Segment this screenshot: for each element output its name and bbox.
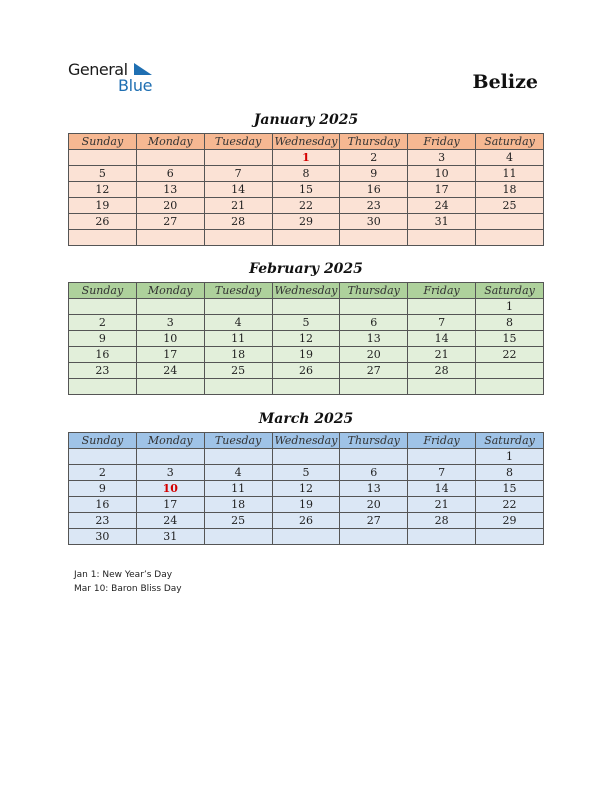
day-cell: 10 (408, 166, 476, 182)
empty-day-cell (204, 230, 272, 246)
holiday-notes (74, 568, 182, 596)
week-row (69, 182, 544, 198)
week-row (69, 214, 544, 230)
day-cell: 17 (136, 347, 204, 363)
day-cell: 28 (408, 513, 476, 529)
day-cell: 22 (476, 347, 544, 363)
day-cell: 31 (136, 529, 204, 545)
day-cell: 13 (340, 331, 408, 347)
day-cell: 8 (476, 315, 544, 331)
day-cell: 28 (204, 214, 272, 230)
day-cell: 19 (272, 347, 340, 363)
day-cell: 25 (204, 363, 272, 379)
day-cell: 4 (476, 150, 544, 166)
month-title-january: January 2025 (253, 112, 359, 128)
day-cell: 9 (340, 166, 408, 182)
day-cell: 6 (340, 315, 408, 331)
day-cell: 13 (136, 182, 204, 198)
day-cell: 7 (204, 166, 272, 182)
day-cell: 3 (136, 315, 204, 331)
day-cell: 22 (476, 497, 544, 513)
day-cell: 1 (476, 449, 544, 465)
empty-day-cell (408, 299, 476, 315)
day-cell: 3 (136, 465, 204, 481)
logo-text-general: General (68, 60, 128, 79)
day-cell: 13 (340, 481, 408, 497)
weekday-header: Friday (408, 283, 476, 299)
weekday-header: Thursday (340, 134, 408, 150)
week-row (69, 497, 544, 513)
weekday-header: Tuesday (204, 433, 272, 449)
day-cell: 17 (136, 497, 204, 513)
week-row (69, 513, 544, 529)
day-cell: 19 (69, 198, 137, 214)
day-cell: 23 (69, 363, 137, 379)
empty-day-cell (136, 379, 204, 395)
day-cell: 16 (69, 347, 137, 363)
day-cell: 18 (204, 497, 272, 513)
month-title-february: February 2025 (249, 261, 363, 277)
day-cell: 27 (340, 513, 408, 529)
day-cell: 16 (340, 182, 408, 198)
day-cell: 10 (136, 481, 204, 497)
week-row (69, 315, 544, 331)
day-cell: 9 (69, 331, 137, 347)
week-row (69, 198, 544, 214)
day-cell: 10 (136, 331, 204, 347)
empty-day-cell (408, 230, 476, 246)
weekday-header: Saturday (476, 433, 544, 449)
day-cell: 31 (408, 214, 476, 230)
weekday-header-row (69, 283, 544, 299)
day-cell: 20 (340, 497, 408, 513)
weekday-header: Thursday (340, 283, 408, 299)
day-cell: 5 (272, 315, 340, 331)
weekday-header: Sunday (69, 134, 137, 150)
empty-day-cell (476, 230, 544, 246)
day-cell: 30 (69, 529, 137, 545)
day-cell: 4 (204, 315, 272, 331)
empty-day-cell (340, 299, 408, 315)
day-cell: 11 (204, 331, 272, 347)
empty-day-cell (69, 379, 137, 395)
weekday-header: Saturday (476, 283, 544, 299)
day-cell: 21 (204, 198, 272, 214)
day-cell: 20 (340, 347, 408, 363)
empty-day-cell (69, 230, 137, 246)
week-row (69, 150, 544, 166)
calendar-january (68, 133, 544, 246)
day-cell: 1 (476, 299, 544, 315)
week-row (69, 347, 544, 363)
day-cell: 15 (476, 331, 544, 347)
empty-day-cell (272, 299, 340, 315)
day-cell: 2 (69, 465, 137, 481)
day-cell: 24 (136, 513, 204, 529)
day-cell: 30 (340, 214, 408, 230)
empty-day-cell (272, 230, 340, 246)
empty-day-cell (136, 150, 204, 166)
day-cell: 23 (340, 198, 408, 214)
logo-flag-icon (134, 63, 154, 77)
empty-day-cell (476, 379, 544, 395)
weekday-header: Sunday (69, 433, 137, 449)
weekday-header: Tuesday (204, 283, 272, 299)
empty-day-cell (340, 449, 408, 465)
day-cell: 16 (69, 497, 137, 513)
day-cell: 6 (136, 166, 204, 182)
empty-day-cell (476, 529, 544, 545)
day-cell: 26 (272, 513, 340, 529)
day-cell: 2 (69, 315, 137, 331)
weekday-header: Wednesday (272, 433, 340, 449)
day-cell: 18 (476, 182, 544, 198)
weekday-header: Wednesday (272, 134, 340, 150)
empty-day-cell (272, 529, 340, 545)
day-cell: 3 (408, 150, 476, 166)
weekday-header-row (69, 433, 544, 449)
empty-day-cell (272, 449, 340, 465)
weekday-header: Tuesday (204, 134, 272, 150)
empty-day-cell (408, 449, 476, 465)
weekday-header: Monday (136, 134, 204, 150)
day-cell: 5 (69, 166, 137, 182)
week-row (69, 299, 544, 315)
empty-day-cell (136, 299, 204, 315)
empty-day-cell (272, 379, 340, 395)
day-cell: 12 (272, 331, 340, 347)
day-cell: 14 (408, 481, 476, 497)
day-cell: 14 (204, 182, 272, 198)
weekday-header: Saturday (476, 134, 544, 150)
day-cell: 27 (340, 363, 408, 379)
empty-day-cell (340, 379, 408, 395)
calendar-february (68, 282, 544, 395)
day-cell: 24 (136, 363, 204, 379)
day-cell: 25 (476, 198, 544, 214)
day-cell: 18 (204, 347, 272, 363)
day-cell: 7 (408, 465, 476, 481)
empty-day-cell (408, 379, 476, 395)
day-cell: 29 (476, 513, 544, 529)
day-cell: 12 (69, 182, 137, 198)
calendar-march (68, 432, 544, 545)
day-cell: 9 (69, 481, 137, 497)
day-cell: 20 (136, 198, 204, 214)
holiday-note: Jan 1: New Year’s Day (74, 570, 173, 580)
week-row (69, 465, 544, 481)
day-cell: 22 (272, 198, 340, 214)
empty-day-cell (136, 230, 204, 246)
day-cell: 24 (408, 198, 476, 214)
empty-day-cell (69, 449, 137, 465)
day-cell: 1 (272, 150, 340, 166)
day-cell: 27 (136, 214, 204, 230)
day-cell: 21 (408, 347, 476, 363)
empty-day-cell (204, 449, 272, 465)
day-cell: 5 (272, 465, 340, 481)
day-cell: 11 (204, 481, 272, 497)
holiday-note: Mar 10: Baron Bliss Day (74, 584, 182, 594)
empty-day-cell (69, 299, 137, 315)
week-row (69, 363, 544, 379)
day-cell: 6 (340, 465, 408, 481)
day-cell: 15 (476, 481, 544, 497)
day-cell: 14 (408, 331, 476, 347)
week-row (69, 379, 544, 395)
day-cell: 15 (272, 182, 340, 198)
week-row (69, 166, 544, 182)
week-row (69, 529, 544, 545)
weekday-header: Wednesday (272, 283, 340, 299)
weekday-header: Thursday (340, 433, 408, 449)
week-row (69, 481, 544, 497)
week-row (69, 449, 544, 465)
weekday-header: Sunday (69, 283, 137, 299)
weekday-header: Friday (408, 433, 476, 449)
empty-day-cell (340, 230, 408, 246)
weekday-header: Monday (136, 283, 204, 299)
day-cell: 23 (69, 513, 137, 529)
day-cell: 8 (476, 465, 544, 481)
day-cell: 26 (272, 363, 340, 379)
weekday-header: Monday (136, 433, 204, 449)
empty-day-cell (476, 363, 544, 379)
logo-text-blue: Blue (118, 76, 153, 95)
empty-day-cell (204, 150, 272, 166)
weekday-header: Friday (408, 134, 476, 150)
week-row (69, 230, 544, 246)
empty-day-cell (204, 299, 272, 315)
day-cell: 4 (204, 465, 272, 481)
day-cell: 7 (408, 315, 476, 331)
day-cell: 21 (408, 497, 476, 513)
day-cell: 17 (408, 182, 476, 198)
empty-day-cell (408, 529, 476, 545)
day-cell: 12 (272, 481, 340, 497)
country-name: Belize (472, 71, 538, 93)
empty-day-cell (204, 529, 272, 545)
day-cell: 11 (476, 166, 544, 182)
day-cell: 8 (272, 166, 340, 182)
day-cell: 26 (69, 214, 137, 230)
empty-day-cell (204, 379, 272, 395)
day-cell: 28 (408, 363, 476, 379)
week-row (69, 331, 544, 347)
empty-day-cell (69, 150, 137, 166)
empty-day-cell (476, 214, 544, 230)
empty-day-cell (340, 529, 408, 545)
generalblue-logo (68, 60, 168, 100)
day-cell: 25 (204, 513, 272, 529)
empty-day-cell (136, 449, 204, 465)
day-cell: 29 (272, 214, 340, 230)
month-title-march: March 2025 (258, 411, 354, 427)
day-cell: 19 (272, 497, 340, 513)
day-cell: 2 (340, 150, 408, 166)
weekday-header-row (69, 134, 544, 150)
